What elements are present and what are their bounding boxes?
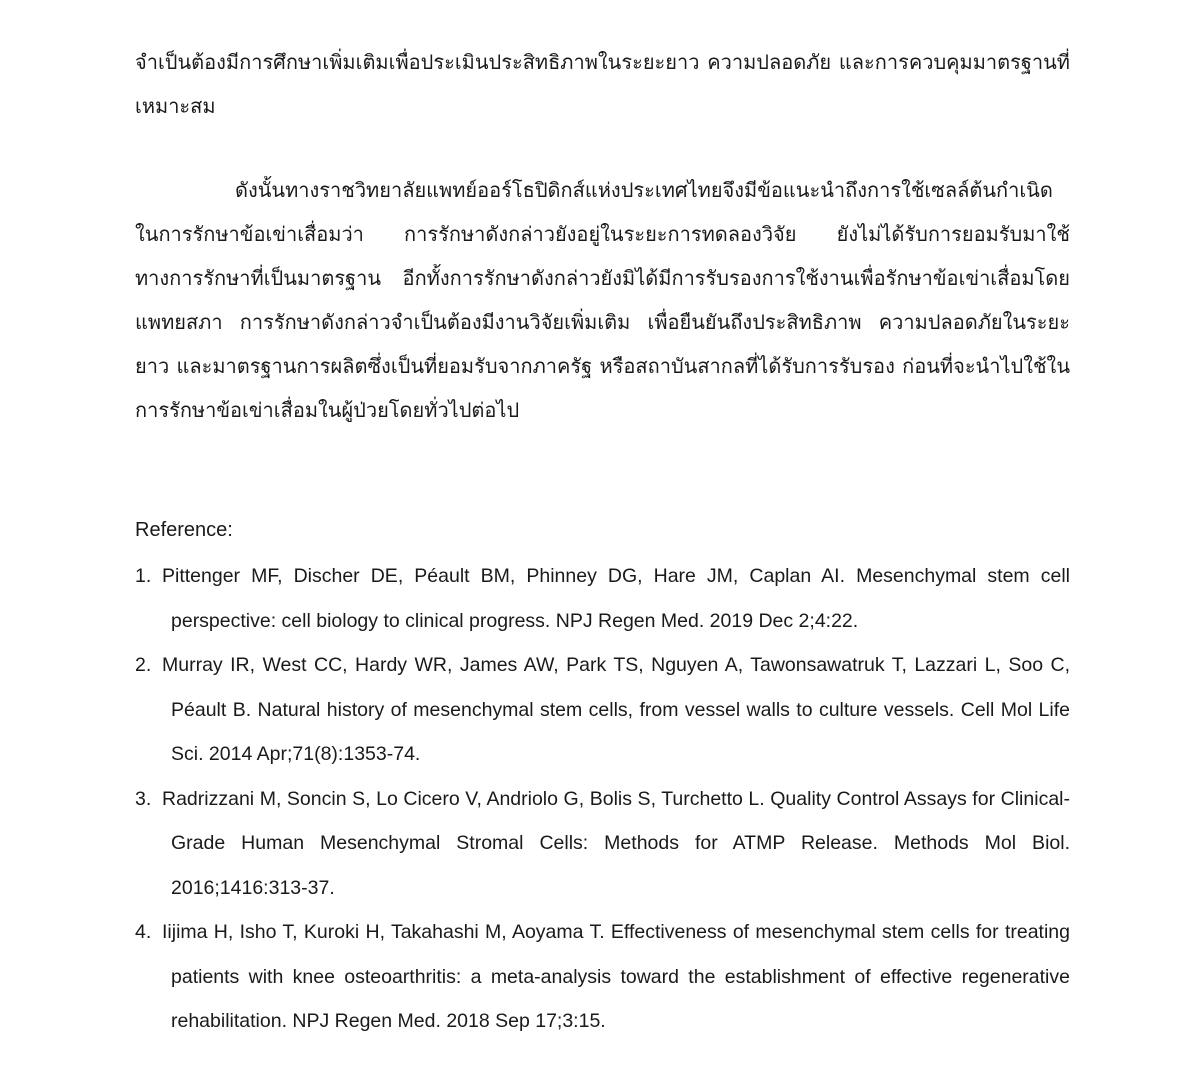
reference-item <box>135 910 1070 1044</box>
reference-item <box>135 643 1070 777</box>
body-paragraph-2: ดังนั้นทางราชวิทยาลัยแพทย์ออร์โธปิดิกส์แห่งประเทศไทยจึงมีข้อแนะนำถึงการใช้เซลล์ต้นกำเนิดในการรักษาข้อเข่าเสื่อมว่า การรักษาดังกล่าวยังอยู่ในระยะการทดลองวิจัย ยังไม่ได้รับการยอมรับมาใช้ทางการรักษาที่เป็นมาตรฐาน อีกทั้งการรักษาดังกล่าวยังมิได้มีการรับรองการใช้งานเพื่อรักษาข้อเข่าเสื่อมโดยแพทยสภา การรักษาดังกล่าวจำเป็นต้องมีงานวิจัยเพิ่มเติม เพื่อยืนยันถึงประสิทธิภาพ ความปลอดภัยในระยะยาว และมาตรฐานการผลิตซึ่งเป็นที่ยอมรับจากภาครัฐ หรือสถาบันสากลที่ได้รับการรับรอง ก่อนที่จะนำไปใช้ในการรักษาข้อเข่าเสื่อมในผู้ป่วยโดยทั่วไปต่อไป <box>135 178 1070 422</box>
reference-list <box>135 554 1070 1044</box>
document-page <box>135 40 1070 1044</box>
reference-text: Pittenger MF, Discher DE, Péault BM, Phinney DG, Hare JM, Caplan AI. Mesenchymal stem cell perspective: cell biology to clinical progress. NPJ Regen Med. 2019 Dec 2;4:22. <box>162 565 1070 632</box>
references-heading: Reference: <box>135 519 233 541</box>
reference-number: 4. <box>135 921 152 943</box>
reference-number: 2. <box>135 654 152 676</box>
reference-item <box>135 554 1070 643</box>
reference-text: Radrizzani M, Soncin S, Lo Cicero V, Andriolo G, Bolis S, Turchetto L. Quality Control Assays for Clinical-Grade Human Mesenchymal Stromal Cells: Methods for ATMP Release. Methods Mol Biol. 2016;1416:313-37. <box>162 787 1070 899</box>
body-paragraph-1: จำเป็นต้องมีการศึกษาเพิ่มเติมเพื่อประเมินประสิทธิภาพในระยะยาว ความปลอดภัย และการควบคุมมาตรฐานที่เหมาะสม <box>135 50 1070 118</box>
reference-item <box>135 777 1070 911</box>
reference-number: 3. <box>135 787 152 810</box>
reference-text: Iijima H, Isho T, Kuroki H, Takahashi M, Aoyama T. Effectiveness of mesenchymal stem cells for treating patients with knee osteoarthritis: a meta-analysis toward the establishment of effective regenerative rehabilitation. NPJ Regen Med. 2018 Sep 17;3:15. <box>162 921 1070 1032</box>
reference-text: Murray IR, West CC, Hardy WR, James AW, Park TS, Nguyen A, Tawonsawatruk T, Lazzari L, Soo C, Péault B. Natural history of mesenchymal stem cells, from vessel walls to culture vessels. Cell Mol Life Sci. 2014 Apr;71(8):1353-74. <box>162 654 1070 765</box>
reference-number: 1. <box>135 565 152 587</box>
